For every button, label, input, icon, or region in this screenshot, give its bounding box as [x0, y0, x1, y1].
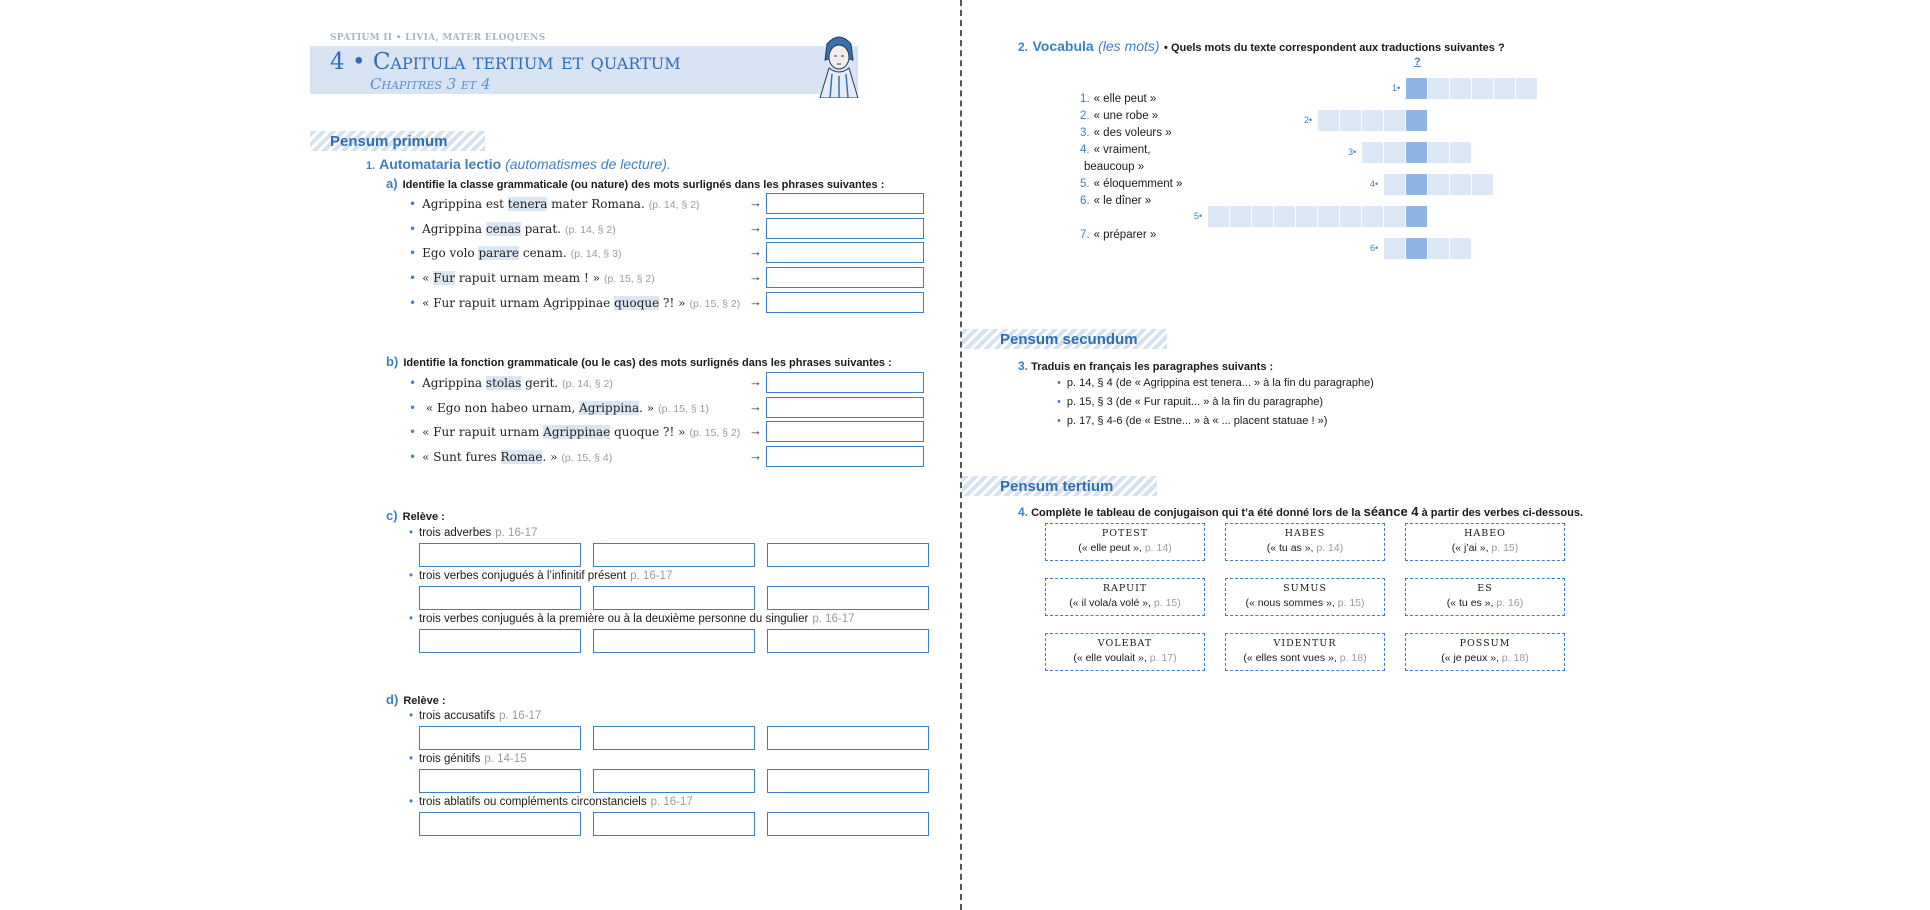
answer-field[interactable] [419, 769, 581, 793]
sentence-text: cenam. [519, 246, 567, 260]
chapter-subtitle: Chapitres 3 et 4 [370, 75, 491, 93]
page-reference: p. 16-17 [499, 710, 542, 722]
sentence-item [409, 376, 613, 390]
bullet-icon: • [409, 527, 414, 539]
crossword-key-cell[interactable] [1406, 110, 1427, 131]
verb-gloss [1406, 652, 1564, 664]
crossword-cell[interactable] [1318, 206, 1339, 227]
page-reference: (p. 14, § 2) [648, 199, 700, 211]
sentence-text: quoque ?! » [610, 425, 686, 439]
sentence-text: ?! » [659, 296, 686, 310]
verb-latin: RAPUIT [1102, 583, 1148, 594]
exercise-1-title [366, 156, 671, 172]
crossword-cell[interactable] [1428, 78, 1449, 99]
clue-item [1080, 93, 1156, 105]
clue-text: « éloquemment » [1093, 178, 1183, 190]
clue-item [1080, 161, 1144, 173]
clue-text: « des voleurs » [1093, 127, 1172, 139]
chapter-title: 4 • Capitula tertium et quartum [330, 49, 681, 75]
pensum-tertium-banner: Pensum tertium [962, 476, 1162, 496]
crossword-cell[interactable] [1208, 206, 1229, 227]
page-reference: p. 15) [1491, 542, 1519, 554]
sentence-text: parat. [520, 222, 561, 236]
crossword-cell[interactable] [1384, 174, 1405, 195]
page-reference: (p. 15, § 2) [689, 427, 741, 439]
bullet-icon: • [409, 296, 417, 310]
verb-card [1405, 523, 1565, 561]
releve-text: trois verbes conjugués à l’infinitif présent [419, 570, 627, 582]
verb-gloss [1406, 597, 1564, 609]
bullet-icon: • [409, 425, 417, 439]
verb-translation: (« j’ai », [1451, 542, 1492, 554]
translation-text: p. 14, § 4 (de « Agrippina est tenera... » à la fin du paragraphe) [1066, 377, 1374, 389]
page-reference: p. 16) [1496, 597, 1524, 609]
sentence-item [409, 450, 612, 464]
bullet-icon: • [409, 401, 417, 415]
highlighted-word: tenera [507, 197, 548, 211]
crossword-cell[interactable] [1252, 206, 1273, 227]
crossword-row-number: 2• [1304, 115, 1313, 125]
highlighted-word: quoque [614, 296, 660, 310]
clue-number: 6. [1080, 195, 1090, 207]
answer-field[interactable] [766, 242, 924, 263]
exercise-1-number: 1. [366, 160, 376, 172]
verb-translation: (« je peux », [1441, 652, 1502, 664]
crossword-row-number: 4• [1370, 179, 1379, 189]
clue-text: « vraiment, [1093, 144, 1151, 156]
clue-number: 5. [1080, 178, 1090, 190]
bullet-icon: • [409, 710, 414, 722]
crossword-row-number: 3• [1348, 147, 1357, 157]
translation-item [1057, 396, 1323, 408]
sentence-item [409, 197, 700, 211]
page-reference: (p. 14, § 2) [562, 378, 613, 390]
clue-item [1080, 195, 1151, 207]
verb-latin: HABEO [1464, 528, 1506, 539]
crossword-cell[interactable] [1318, 110, 1339, 131]
bullet-icon: • [409, 570, 414, 582]
sentence-text: « Fur rapuit urnam [422, 425, 544, 439]
verb-translation: (« nous sommes », [1245, 597, 1338, 609]
arrow-icon: → [749, 195, 762, 210]
verb-card [1405, 633, 1565, 671]
page-reference: p. 15) [1153, 597, 1181, 609]
verb-card [1045, 633, 1205, 671]
sentence-item [409, 401, 709, 415]
crossword-row-number: 6• [1370, 243, 1379, 253]
portrait-illustration [810, 30, 868, 98]
answer-field[interactable] [766, 267, 924, 288]
crossword-cell[interactable] [1450, 78, 1471, 99]
exercise-3-instruction: 3. Traduis en français les paragraphes suivants : [1018, 359, 1274, 373]
verb-translation: (« elles sont vues », [1243, 652, 1340, 664]
verb-gloss [1226, 542, 1384, 554]
page-reference: p. 15) [1337, 597, 1365, 609]
clue-text: beaucoup » [1084, 161, 1145, 173]
crossword-cell[interactable] [1274, 206, 1295, 227]
pensum-primum-banner: Pensum primum [310, 131, 490, 151]
part-c-instruction: c) Relève : [386, 508, 445, 523]
page-reference: (p. 15, § 2) [689, 298, 741, 310]
crossword-cell[interactable] [1494, 78, 1515, 99]
releve-item [409, 710, 541, 722]
translation-text: p. 17, § 4-6 (de « Estne... » à « ... placent statuae ! ») [1066, 415, 1328, 427]
crossword-cell[interactable] [1472, 174, 1493, 195]
page-reference: (p. 15, § 4) [561, 452, 613, 464]
crossword-cell[interactable] [1230, 206, 1251, 227]
arrow-icon: → [749, 294, 762, 309]
crossword-row-number: 1• [1392, 83, 1401, 93]
answer-field[interactable] [766, 446, 924, 467]
crossword-cell[interactable] [1384, 142, 1405, 163]
clue-item [1080, 110, 1158, 122]
releve-text: trois verbes conjugués à la première ou à la deuxième personne du singulier [419, 613, 809, 625]
answer-field[interactable] [419, 543, 581, 567]
crossword-cell[interactable] [1428, 142, 1449, 163]
answer-field[interactable] [419, 586, 581, 610]
answer-field[interactable] [767, 586, 929, 610]
sentence-text: « Sunt fures [422, 450, 501, 464]
answer-field[interactable] [766, 193, 924, 214]
page-reference: p. 18) [1501, 652, 1529, 664]
pensum-secundum-banner: Pensum secundum [962, 329, 1172, 349]
crossword-cell[interactable] [1362, 206, 1383, 227]
crossword-cell[interactable] [1384, 110, 1405, 131]
sentence-text: rapuit urnam meam ! » [455, 271, 600, 285]
clue-number: 7. [1080, 229, 1090, 241]
verb-card [1045, 523, 1205, 561]
releve-text: trois génitifs [419, 753, 481, 765]
highlighted-word: Romae [500, 450, 543, 464]
answer-field[interactable] [593, 586, 755, 610]
highlighted-word: parare [478, 246, 520, 260]
bullet-icon: • [409, 613, 414, 625]
verb-translation: (« tu as », [1266, 542, 1317, 554]
crossword-cell[interactable] [1516, 78, 1537, 99]
verb-translation: (« il vola/a volé », [1069, 597, 1154, 609]
crossword-cell[interactable] [1362, 110, 1383, 131]
verb-card [1405, 578, 1565, 616]
seance-reference: séance 4 [1363, 504, 1419, 519]
highlighted-word: Agrippinae [543, 425, 611, 439]
answer-field[interactable] [766, 218, 924, 239]
releve-text: trois accusatifs [419, 710, 496, 722]
page-reference: p. 18) [1339, 652, 1367, 664]
answer-field[interactable] [593, 726, 755, 750]
bullet-icon: • [1057, 396, 1061, 408]
answer-field[interactable] [767, 812, 929, 836]
crossword-key-cell[interactable] [1406, 174, 1427, 195]
verb-translation: (« tu es », [1446, 597, 1497, 609]
sentence-text: « Fur rapuit urnam Agrippinae [422, 296, 615, 310]
crossword-cell[interactable] [1472, 78, 1493, 99]
releve-item [409, 796, 693, 808]
spatium-label: SPATIUM II • LIVIA, MATER ELOQUENS [330, 33, 546, 43]
crossword-cell[interactable] [1450, 238, 1471, 259]
sentence-item [409, 246, 622, 260]
sentence-text: . » [639, 401, 655, 415]
page-reference: p. 16-17 [630, 570, 673, 582]
crossword-key-cell[interactable] [1406, 238, 1427, 259]
verb-latin: VIDENTUR [1273, 638, 1337, 649]
verb-card [1225, 578, 1385, 616]
arrow-icon: → [749, 423, 762, 438]
sentence-text: « Ego non habeo urnam, [422, 401, 580, 415]
page-reference: p. 16-17 [812, 613, 855, 625]
answer-field[interactable] [593, 543, 755, 567]
crossword-cell[interactable] [1428, 238, 1449, 259]
clue-number: 4. [1080, 144, 1090, 156]
page-reference: p. 14) [1144, 542, 1172, 554]
bullet-icon: • [409, 796, 414, 808]
answer-field[interactable] [593, 812, 755, 836]
verb-latin: POSSUM [1459, 638, 1511, 649]
crossword-cell[interactable] [1428, 174, 1449, 195]
exercise-2-title: 2. Vocabula (les mots) • Quels mots du texte correspondent aux traductions suivantes ? [1018, 38, 1505, 54]
releve-item [409, 527, 537, 539]
translation-item [1057, 415, 1327, 427]
arrow-icon: → [749, 269, 762, 284]
bullet-icon: • [409, 753, 414, 765]
arrow-icon: → [749, 220, 762, 235]
crossword-row-number: 5• [1194, 211, 1203, 221]
sentence-text: « [422, 271, 434, 285]
crossword-key-cell[interactable] [1406, 142, 1427, 163]
clue-item [1080, 144, 1150, 156]
sentence-text: mater Romana. [547, 197, 645, 211]
clue-text: « elle peut » [1093, 93, 1157, 105]
clue-text: « préparer » [1093, 229, 1157, 241]
bullet-icon: • [409, 246, 417, 260]
answer-field[interactable] [593, 769, 755, 793]
arrow-icon: → [749, 244, 762, 259]
verb-translation: (« elle voulait », [1073, 652, 1150, 664]
page-reference: (p. 15, § 2) [603, 273, 655, 285]
releve-text: trois adverbes [419, 527, 492, 539]
answer-field[interactable] [593, 629, 755, 653]
verb-gloss [1406, 542, 1564, 554]
page-reference: p. 16-17 [650, 796, 693, 808]
crossword-key-cell[interactable] [1406, 78, 1427, 99]
page-reference: (p. 15, § 1) [658, 403, 709, 415]
answer-field[interactable] [767, 629, 929, 653]
sentence-text: gerit. [521, 376, 559, 390]
answer-field[interactable] [766, 292, 924, 313]
crossword-cell[interactable] [1340, 110, 1361, 131]
verb-gloss [1226, 652, 1384, 664]
releve-text: trois ablatifs ou compléments circonstanciels [419, 796, 647, 808]
bullet-icon: • [1057, 415, 1061, 427]
verb-latin: SUMUS [1283, 583, 1327, 594]
answer-field[interactable] [767, 543, 929, 567]
translation-text: p. 15, § 3 (de « Fur rapuit... » à la fin du paragraphe) [1066, 396, 1324, 408]
highlighted-word: Fur [433, 271, 456, 285]
page-reference: (p. 14, § 3) [570, 248, 622, 260]
crossword-cell[interactable] [1340, 206, 1361, 227]
answer-field[interactable] [767, 769, 929, 793]
verb-translation: (« elle peut », [1078, 542, 1145, 554]
part-d-instruction: d) Relève : [386, 692, 446, 707]
clue-item [1080, 127, 1172, 139]
verb-gloss [1226, 597, 1384, 609]
verb-gloss [1046, 542, 1204, 554]
releve-item [409, 570, 672, 582]
highlighted-word: stolas [485, 376, 522, 390]
arrow-icon: → [749, 448, 762, 463]
crossword-cell[interactable] [1450, 142, 1471, 163]
crossword-key-cell[interactable] [1406, 206, 1427, 227]
bullet-icon: • [1057, 377, 1061, 389]
clue-item [1080, 178, 1182, 190]
clue-number: 3. [1080, 127, 1090, 139]
verb-latin: VOLEBAT [1097, 638, 1153, 649]
exercise-1-french: (automatismes de lecture). [505, 156, 671, 172]
crossword-cell[interactable] [1384, 206, 1405, 227]
page-reference: p. 17) [1149, 652, 1177, 664]
arrow-icon: → [749, 399, 762, 414]
crossword-cell[interactable] [1384, 238, 1405, 259]
sentence-text: Agrippina est [422, 197, 508, 211]
verb-gloss [1046, 652, 1204, 664]
page-reference: (p. 14, § 2) [564, 224, 616, 236]
verb-card [1045, 578, 1205, 616]
bullet-icon: • [409, 450, 417, 464]
sentence-item [409, 296, 740, 310]
clue-text: « une robe » [1093, 110, 1159, 122]
sentence-text: Ego volo [422, 246, 479, 260]
page-reference: p. 16-17 [495, 527, 538, 539]
highlighted-word: Agrippina [579, 401, 640, 415]
answer-field[interactable] [766, 372, 924, 393]
part-a-instruction: a) Identifie la classe grammaticale (ou nature) des mots surlignés dans les phrases suivantes : [386, 176, 885, 191]
releve-item [409, 753, 527, 765]
sentence-item [409, 222, 616, 236]
page-divider [960, 0, 962, 910]
answer-field[interactable] [419, 629, 581, 653]
verb-latin: POTEST [1101, 528, 1149, 539]
crossword-mystery-mark: ? [1414, 56, 1421, 68]
bullet-icon: • [409, 376, 417, 390]
exercise-4-instruction: 4. Complète le tableau de conjugaison qui t’a été donné lors de la séance 4 à partir des verbes ci-dessous. [1018, 504, 1584, 519]
exercise-1-latin: Automataria lectio [379, 156, 502, 172]
verb-card [1225, 633, 1385, 671]
answer-field[interactable] [419, 812, 581, 836]
releve-item [409, 613, 855, 625]
sentence-text: Agrippina [422, 376, 486, 390]
bullet-icon: • [409, 222, 417, 236]
page-reference: p. 14) [1316, 542, 1344, 554]
part-b-instruction: b) Identifie la fonction grammaticale (ou le cas) des mots surlignés dans les phrases suivantes : [386, 354, 892, 369]
sentence-text: . » [542, 450, 558, 464]
sentence-item [409, 425, 740, 439]
crossword-cell[interactable] [1296, 206, 1317, 227]
verb-latin: HABES [1284, 528, 1326, 539]
answer-field[interactable] [419, 726, 581, 750]
crossword-cell[interactable] [1450, 174, 1471, 195]
verb-card [1225, 523, 1385, 561]
bullet-icon: • [409, 197, 417, 211]
verb-gloss [1046, 597, 1204, 609]
clue-item [1080, 229, 1156, 241]
answer-field[interactable] [766, 421, 924, 442]
translation-item [1057, 377, 1374, 389]
page-reference: p. 14-15 [484, 753, 527, 765]
verb-latin: ES [1477, 583, 1493, 594]
clue-number: 1. [1080, 93, 1090, 105]
answer-field[interactable] [767, 726, 929, 750]
crossword-cell[interactable] [1362, 142, 1383, 163]
clue-text: « le dîner » [1093, 195, 1152, 207]
sentence-item [409, 271, 655, 285]
bullet-icon: • [409, 271, 417, 285]
sentence-text: Agrippina [422, 222, 486, 236]
highlighted-word: cenas [485, 222, 521, 236]
clue-number: 2. [1080, 110, 1090, 122]
arrow-icon: → [749, 374, 762, 389]
answer-field[interactable] [766, 397, 924, 418]
